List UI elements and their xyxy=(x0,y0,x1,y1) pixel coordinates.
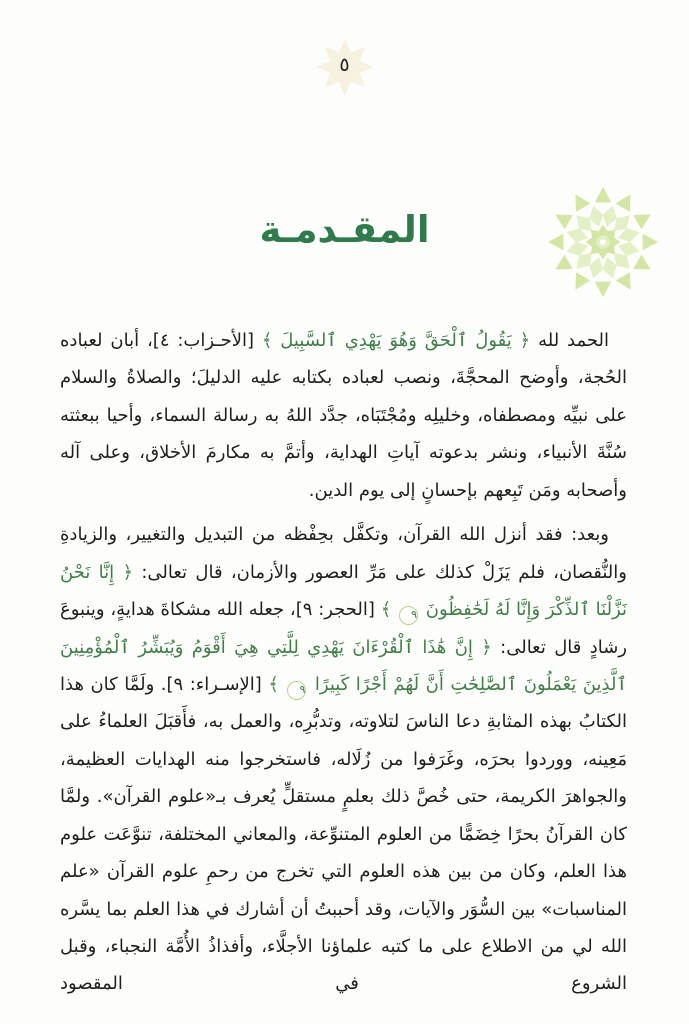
body-text-segment: [الإسـراء: ٩]. ولَمَّا كان هذا الكتابُ بهذه المثابةِ دعا الناسَ لتلاوته، وتدبُّرِه، والعمل به، فأَقبَلَ العلماءُ على مَعِينه، ووردوا بحرَه، وغَرَفوا من زُلَاله، فاستخرجوا منه الهدايات العظيمة، والجواهرَ الكريمة، حتى خُصَّ ذلك بعلمٍ مستقلٍّ يُعرف بـ«علوم القرآن». ولمَّا كان القرآنُ بحرًا خِضَمًّا من العلوم المتنوِّعة، والمعاني المختلفة، تنوَّعَت علوم هذا العلم، وكان من بين هذه العلوم التي تخرج من رحمِ علوم القرآن «علم المناسبات» بين السُّوَر والآيات، وقد أحببتُ أن أشارك في هذا العلم بما يسَّره الله لي من الاطلاع على ما كتبه علماؤنا الأجلَّاء، وأفذاذُ الأُمَّة النجباء، وقبل الشروع في المقصود xyxy=(60,673,627,995)
body-text xyxy=(60,322,627,1014)
aya-number-badge: ٩ xyxy=(287,681,306,700)
quran-verse: ﴿ إِنَّ هَٰذَا ٱلْقُرْءَانَ يَهْدِي لِلَّتِي هِيَ أَقْوَمُ وَيُبَشِّرُ ٱلْمُؤْمِنِينَ ٱلَّذِينَ يَعْمَلُونَ ٱلصَّٰلِحَٰتِ أَنَّ لَهُمْ أَجْرًا كَبِيرًا xyxy=(60,636,627,695)
body-text-segment: [الأحـزاب: ٤]، أبان لعباده الحُجة، وأوضح المحجَّةَ، ونصب لعباده بكتابه عليه الدليلَ؛ والصلاةُ والسلام على نبيِّه ومصطفاه، وخليلِه ومُجْتَبَاه، جدَّد اللهُ به رسالة السماء، وأحيا ببعثته سُنَّةَ الأنبياء، ونشر بدعوته آياتِ الهداية، وأتمَّ به مكارمَ الأخلاق، وعلى آله وأصحابه ومَن تَبِعهم بإحسانٍ إلى يوم الدين. xyxy=(60,330,627,501)
chapter-title: المقـدمـة xyxy=(259,208,430,251)
paragraph xyxy=(60,516,627,1003)
quran-verse: ﴾ xyxy=(268,673,286,695)
quran-verse: ﴾ xyxy=(380,599,398,621)
paragraph xyxy=(60,322,627,509)
page-number: ٥ xyxy=(339,54,350,76)
quran-verse: ﴿ إِنَّا نَحْنُ نَزَّلْنَا ٱلذِّكْرَ وَإِنَّا لَهُ لَحَٰفِظُونَ xyxy=(60,561,627,621)
quran-verse: ﴿ يَقُولُ ٱلْحَقَّ وَهُوَ يَهْدِي ٱلسَّبِيلَ ﴾ xyxy=(261,330,531,351)
aya-number-badge: ٩ xyxy=(399,606,418,625)
body-text-segment: وبعد: فقد أنزل الله القرآن، وتكفَّل بحِفْظه من التبديل والتغيير، والزيادةِ والنُّقصان، فلم يَزَلْ كذلك على مَرِّ العصور والأزمان، قال تعالى: xyxy=(60,524,627,583)
body-text-segment: الحمد لله xyxy=(530,330,610,351)
page-number-area xyxy=(0,34,689,104)
body-text-segment: [الحجر: ٩]، جعله الله مشكاةَ هدايةٍ، وينبوعَ رشادٍ قال تعالى: xyxy=(60,599,627,658)
